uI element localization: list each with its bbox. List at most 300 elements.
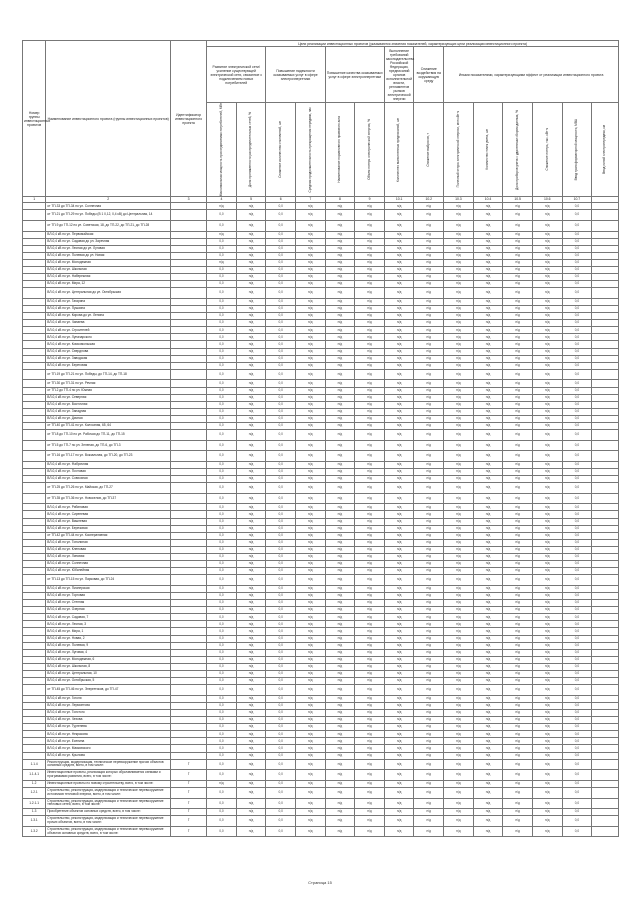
indicator-value: н/д [414, 483, 444, 494]
indicator-value: 0,0 [562, 238, 592, 245]
indicator-value: н/д [532, 554, 562, 561]
project-name: ВЛ-0,4 кВ по ул. Кленовая [46, 546, 171, 553]
indicator-value [592, 341, 619, 348]
indicator-value: н/д [503, 532, 533, 539]
indicator-value: 0,0 [207, 826, 237, 837]
indicator-value: 0,0 [266, 267, 296, 274]
sub-column-header [444, 103, 474, 197]
indicator-value: н/д [325, 745, 355, 752]
indicator-value: н/д [444, 780, 474, 787]
indicator-value: н/д [295, 585, 325, 592]
column-number: 6 [266, 197, 296, 203]
indicator-value: 0,0 [266, 561, 296, 568]
project-code [23, 663, 46, 670]
project-code [23, 614, 46, 621]
indicator-value: 0,0 [266, 511, 296, 518]
project-code [23, 649, 46, 656]
indicator-value: н/д [414, 408, 444, 415]
indicator-value: н/д [236, 288, 266, 299]
indicator-value: н/д [384, 415, 414, 422]
indicator-value: н/д [325, 245, 355, 252]
indicator-value: н/д [384, 539, 414, 546]
indicator-value: н/д [355, 423, 385, 430]
indicator-value: н/д [503, 493, 533, 504]
indicator-value: н/д [532, 663, 562, 670]
table-row [23, 387, 619, 394]
sub-column-label: Наименование нормативного правового акта [337, 116, 342, 183]
indicator-value: н/д [355, 355, 385, 362]
indicator-value: н/д [325, 539, 355, 546]
indicator-value: н/д [473, 702, 503, 709]
project-name: ВЛ-0,4 кВ по ул. Чапаева [46, 320, 171, 327]
indicator-value: н/д [236, 415, 266, 422]
indicator-value: н/д [207, 203, 237, 210]
indicator-value: н/д [325, 461, 355, 468]
indicator-value: н/д [532, 274, 562, 281]
indicator-value: н/д [532, 238, 562, 245]
indicator-value: н/д [414, 663, 444, 670]
indicator-value: 0,0 [207, 327, 237, 334]
table-row [23, 649, 619, 656]
indicator-value: н/д [325, 327, 355, 334]
indicator-value: н/д [384, 816, 414, 827]
indicator-value: н/д [355, 369, 385, 380]
indicator-value [592, 252, 619, 259]
project-identifier [171, 483, 207, 494]
indicator-value: н/д [444, 313, 474, 320]
indicator-value: н/д [473, 787, 503, 798]
column-number: 5 [236, 197, 266, 203]
project-code [23, 348, 46, 355]
indicator-value: н/д [295, 298, 325, 305]
indicator-value: н/д [295, 809, 325, 816]
indicator-value: н/д [473, 415, 503, 422]
indicator-value: н/д [414, 252, 444, 259]
indicator-value: н/д [384, 826, 414, 837]
indicator-value: н/д [444, 592, 474, 599]
indicator-value: 0,0 [266, 415, 296, 422]
indicator-value: н/д [355, 656, 385, 663]
indicator-value: 0,0 [562, 451, 592, 462]
indicator-value: н/д [384, 731, 414, 738]
project-identifier: Г [171, 826, 207, 837]
indicator-value: н/д [473, 717, 503, 724]
indicator-value: н/д [236, 709, 266, 716]
indicator-value: н/д [384, 451, 414, 462]
indicator-value: н/д [236, 306, 266, 313]
indicator-value: н/д [355, 554, 385, 561]
indicator-value: н/д [414, 671, 444, 678]
project-code [23, 267, 46, 274]
indicator-value: н/д [532, 695, 562, 702]
indicator-value: н/д [414, 394, 444, 401]
indicator-value: н/д [325, 298, 355, 305]
indicator-value: н/д [503, 717, 533, 724]
indicator-value: н/д [325, 252, 355, 259]
project-identifier [171, 649, 207, 656]
project-identifier [171, 298, 207, 305]
project-code [23, 468, 46, 475]
project-identifier: Г [171, 787, 207, 798]
indicator-value: н/д [384, 780, 414, 787]
page-footer: Страница 15 [308, 880, 332, 885]
indicator-value: н/д [236, 826, 266, 837]
indicator-value: н/д [236, 252, 266, 259]
indicator-value: н/д [414, 826, 444, 837]
project-name: от ТП-35 до ТП-36 по ул. Новоселов, до ТП-37 [46, 493, 171, 504]
project-identifier [171, 642, 207, 649]
project-identifier [171, 430, 207, 441]
indicator-value: н/д [325, 546, 355, 553]
indicator-value: 0,0 [207, 401, 237, 408]
indicator-value: н/д [414, 440, 444, 451]
indicator-value [592, 816, 619, 827]
indicator-value [592, 731, 619, 738]
project-identifier [171, 320, 207, 327]
indicator-value: 0,0 [266, 568, 296, 575]
indicator-value: н/д [236, 780, 266, 787]
indicator-value: 0,0 [207, 220, 237, 231]
indicator-value: н/д [473, 369, 503, 380]
indicator-value: н/д [414, 798, 444, 809]
indicator-value: 0,0 [207, 635, 237, 642]
project-identifier [171, 440, 207, 451]
indicator-value: н/д [473, 525, 503, 532]
project-identifier [171, 313, 207, 320]
indicator-value: 0,0 [562, 423, 592, 430]
indicator-value: н/д [503, 220, 533, 231]
indicator-value: 0,0 [266, 231, 296, 238]
project-identifier [171, 635, 207, 642]
indicator-value: н/д [355, 348, 385, 355]
indicator-value: н/д [473, 738, 503, 745]
indicator-value: н/д [503, 770, 533, 781]
project-code [23, 306, 46, 313]
indicator-value: н/д [236, 355, 266, 362]
indicator-value: н/д [355, 575, 385, 586]
indicator-value: н/д [532, 220, 562, 231]
indicator-value: н/д [236, 663, 266, 670]
indicator-value: 0,0 [562, 401, 592, 408]
indicator-value: н/д [384, 267, 414, 274]
indicator-value: н/д [355, 203, 385, 210]
project-identifier [171, 355, 207, 362]
indicator-value: н/д [532, 614, 562, 621]
indicator-value: 0,0 [207, 334, 237, 341]
goal-group-header: Повышение качества оказываемых услуг в сфере электроэнергетики [325, 47, 384, 103]
indicator-value [592, 724, 619, 731]
indicator-value: 0,0 [266, 423, 296, 430]
project-code [23, 430, 46, 441]
indicator-value: 0,0 [207, 483, 237, 494]
project-name: ВЛ-0,4 кВ по ул. Липовая [46, 554, 171, 561]
indicator-value: н/д [295, 355, 325, 362]
project-identifier [171, 745, 207, 752]
indicator-value: н/д [503, 320, 533, 327]
indicator-value: н/д [384, 546, 414, 553]
indicator-value: н/д [355, 628, 385, 635]
indicator-value: 0,0 [266, 585, 296, 592]
project-identifier [171, 568, 207, 575]
indicator-value: н/д [532, 621, 562, 628]
indicator-value: н/д [444, 468, 474, 475]
indicator-value: н/д [414, 504, 444, 511]
indicator-value: н/д [355, 461, 385, 468]
indicator-value: н/д [236, 203, 266, 210]
indicator-value: н/д [295, 341, 325, 348]
indicator-value: н/д [325, 483, 355, 494]
indicator-value [592, 787, 619, 798]
indicator-value: н/д [414, 259, 444, 266]
table-row [23, 809, 619, 816]
indicator-value: н/д [473, 281, 503, 288]
indicator-value: н/д [444, 231, 474, 238]
indicator-value: н/д [325, 809, 355, 816]
indicator-value: н/д [532, 816, 562, 827]
project-code [23, 288, 46, 299]
indicator-value: 0,0 [266, 259, 296, 266]
indicator-value: н/д [355, 546, 385, 553]
project-code [23, 518, 46, 525]
indicator-value: 0,0 [562, 369, 592, 380]
indicator-value: н/д [325, 238, 355, 245]
project-code [23, 245, 46, 252]
indicator-value: н/д [532, 355, 562, 362]
indicator-value: 0,0 [562, 387, 592, 394]
indicator-value [592, 685, 619, 696]
indicator-value: н/д [384, 649, 414, 656]
indicator-value: н/д [414, 717, 444, 724]
indicator-value: н/д [414, 313, 444, 320]
project-code [23, 600, 46, 607]
indicator-value: н/д [236, 440, 266, 451]
indicator-value: 0,0 [562, 252, 592, 259]
indicator-value: н/д [236, 461, 266, 468]
indicator-value: н/д [532, 210, 562, 221]
indicator-value: 0,0 [266, 298, 296, 305]
indicator-value [592, 585, 619, 592]
indicator-value: н/д [503, 341, 533, 348]
project-code [23, 568, 46, 575]
indicator-value: н/д [236, 423, 266, 430]
indicator-value: н/д [325, 468, 355, 475]
indicator-value: н/д [384, 369, 414, 380]
indicator-value: н/д [444, 511, 474, 518]
indicator-value: н/д [325, 401, 355, 408]
indicator-value: н/д [325, 518, 355, 525]
column-number: 9 [355, 197, 385, 203]
project-name: от ТП-21 до ТП-29 по ул. Победы (В 1 0,12, 0,4 кВ) до Центральная, 14 [46, 210, 171, 221]
indicator-value: н/д [414, 621, 444, 628]
indicator-value: н/д [414, 614, 444, 621]
indicator-value: н/д [325, 614, 355, 621]
indicator-value: н/д [473, 348, 503, 355]
indicator-value: н/д [414, 231, 444, 238]
indicator-value: н/д [384, 355, 414, 362]
indicator-value: н/д [414, 695, 444, 702]
project-name: ВЛ-0,4 кВ по ул. Кирова до ул. Ленина [46, 313, 171, 320]
indicator-value: н/д [503, 826, 533, 837]
indicator-value: н/д [295, 702, 325, 709]
indicator-value: н/д [325, 787, 355, 798]
indicator-value: н/д [532, 259, 562, 266]
indicator-value: н/д [325, 592, 355, 599]
indicator-value: н/д [325, 203, 355, 210]
indicator-value: н/д [532, 369, 562, 380]
indicator-value: н/д [414, 334, 444, 341]
indicator-value: 0,0 [207, 546, 237, 553]
indicator-value: 0,0 [266, 288, 296, 299]
project-identifier [171, 245, 207, 252]
indicator-value: н/д [444, 476, 474, 483]
indicator-value: н/д [444, 281, 474, 288]
indicator-value [592, 554, 619, 561]
project-identifier [171, 511, 207, 518]
indicator-value: н/д [532, 671, 562, 678]
indicator-value: н/д [444, 656, 474, 663]
indicator-value: н/д [473, 561, 503, 568]
indicator-value: 0,0 [207, 642, 237, 649]
project-identifier [171, 306, 207, 313]
project-identifier: Г [171, 816, 207, 827]
indicator-value: н/д [532, 334, 562, 341]
indicator-value: н/д [355, 504, 385, 511]
table-row [23, 695, 619, 702]
indicator-value: н/д [295, 554, 325, 561]
indicator-value: н/д [414, 401, 444, 408]
project-name: ВЛ-0,4 кВ по ул. Крылова [46, 752, 171, 759]
project-name: ВЛ-0,4 кВ по ул. Восточная [46, 401, 171, 408]
sub-column-label: Полезный отпуск электрической энергии, млн кВт·ч [455, 111, 460, 188]
indicator-value: н/д [384, 592, 414, 599]
indicator-value: 0,0 [266, 614, 296, 621]
project-name: от ТП-9 до ТП-12 по ул. Советская, 18, до ТП-22, до ТП-21, до ТП-28 [46, 220, 171, 231]
indicator-value: н/д [532, 348, 562, 355]
project-code [23, 504, 46, 511]
indicator-value: н/д [532, 483, 562, 494]
table-row [23, 678, 619, 685]
table-row [23, 476, 619, 483]
indicator-value: н/д [295, 281, 325, 288]
project-code [23, 752, 46, 759]
indicator-value: н/д [444, 635, 474, 642]
indicator-value: н/д [295, 203, 325, 210]
indicator-value: н/д [414, 245, 444, 252]
indicator-value: н/д [295, 451, 325, 462]
indicator-value: н/д [384, 635, 414, 642]
indicator-value: н/д [384, 306, 414, 313]
indicator-value: н/д [295, 532, 325, 539]
indicator-value: н/д [325, 678, 355, 685]
indicator-value [592, 231, 619, 238]
indicator-value: н/д [355, 724, 385, 731]
indicator-value: н/д [414, 327, 444, 334]
indicator-value: н/д [414, 451, 444, 462]
indicator-value: н/д [325, 656, 355, 663]
sub-column-label: Объем потерь электрической энергии, % [366, 119, 371, 181]
indicator-value: н/д [384, 430, 414, 441]
indicator-value: н/д [325, 826, 355, 837]
indicator-value: н/д [414, 220, 444, 231]
indicator-value: н/д [325, 561, 355, 568]
indicator-value: н/д [503, 327, 533, 334]
indicator-value: н/д [325, 759, 355, 770]
project-code [23, 493, 46, 504]
indicator-value: 0,0 [266, 724, 296, 731]
project-identifier [171, 380, 207, 387]
sub-column-label: Максимальная мощность присоединяемых потребителей, МВт [218, 103, 223, 197]
project-identifier [171, 738, 207, 745]
indicator-value [592, 511, 619, 518]
indicator-value: н/д [355, 592, 385, 599]
indicator-value [592, 656, 619, 663]
sub-column-header [266, 103, 296, 197]
indicator-value: н/д [473, 539, 503, 546]
indicator-value: н/д [236, 649, 266, 656]
indicator-value: 0,0 [207, 288, 237, 299]
indicator-value: н/д [295, 408, 325, 415]
indicator-value: 0,0 [562, 362, 592, 369]
indicator-value: н/д [473, 362, 503, 369]
indicator-value: н/д [473, 724, 503, 731]
indicator-value: 0,0 [266, 245, 296, 252]
indicator-value: н/д [414, 468, 444, 475]
table-row [23, 430, 619, 441]
project-identifier [171, 203, 207, 210]
indicator-value: н/д [503, 334, 533, 341]
indicator-value: н/д [236, 816, 266, 827]
indicator-value: н/д [325, 663, 355, 670]
indicator-value: н/д [295, 628, 325, 635]
project-name: ВЛ-0,4 кВ по ул. Гоголя [46, 695, 171, 702]
indicator-value: н/д [325, 738, 355, 745]
project-name: от ТП-16 до ТП-17 по ул. Вокзальная, до ТП-20, до ТП-23 [46, 451, 171, 462]
project-code [23, 415, 46, 422]
indicator-value [592, 476, 619, 483]
indicator-value: 0,0 [562, 327, 592, 334]
indicator-value: н/д [473, 663, 503, 670]
project-name: от ТП-45 до ТП-46 по ул. Энергетиков, до ТП-47 [46, 685, 171, 696]
indicator-value: н/д [384, 752, 414, 759]
indicator-value [592, 642, 619, 649]
indicator-value: н/д [355, 483, 385, 494]
indicator-value [592, 451, 619, 462]
indicator-value: 0,0 [207, 430, 237, 441]
indicator-value: 0,0 [562, 259, 592, 266]
indicator-value [592, 532, 619, 539]
project-name: ВЛ-0,4 кВ по ул. Полевая до ул. Новая [46, 252, 171, 259]
indicator-value: н/д [355, 663, 385, 670]
indicator-value: н/д [414, 355, 444, 362]
indicator-value: н/д [503, 369, 533, 380]
goal-group-header: Выполнение требований законодательства Российской Федерации, предписаний органов исполнительной власти, регламентов рынков электрической энергии [385, 48, 415, 101]
indicator-value: н/д [473, 759, 503, 770]
indicator-value: н/д [444, 738, 474, 745]
indicator-value: н/д [325, 642, 355, 649]
indicator-value: н/д [444, 252, 474, 259]
indicator-value: н/д [532, 320, 562, 327]
project-name: Инвестиционные проекты по новому строительству, всего, в том числе: [46, 780, 171, 787]
indicator-value: 0,0 [266, 780, 296, 787]
indicator-value: 0,0 [562, 306, 592, 313]
project-identifier [171, 394, 207, 401]
indicator-value: н/д [532, 423, 562, 430]
indicator-value: н/д [503, 798, 533, 809]
table-row [23, 220, 619, 231]
indicator-value: н/д [325, 816, 355, 827]
project-code [23, 281, 46, 288]
sub-column-header [236, 103, 266, 197]
